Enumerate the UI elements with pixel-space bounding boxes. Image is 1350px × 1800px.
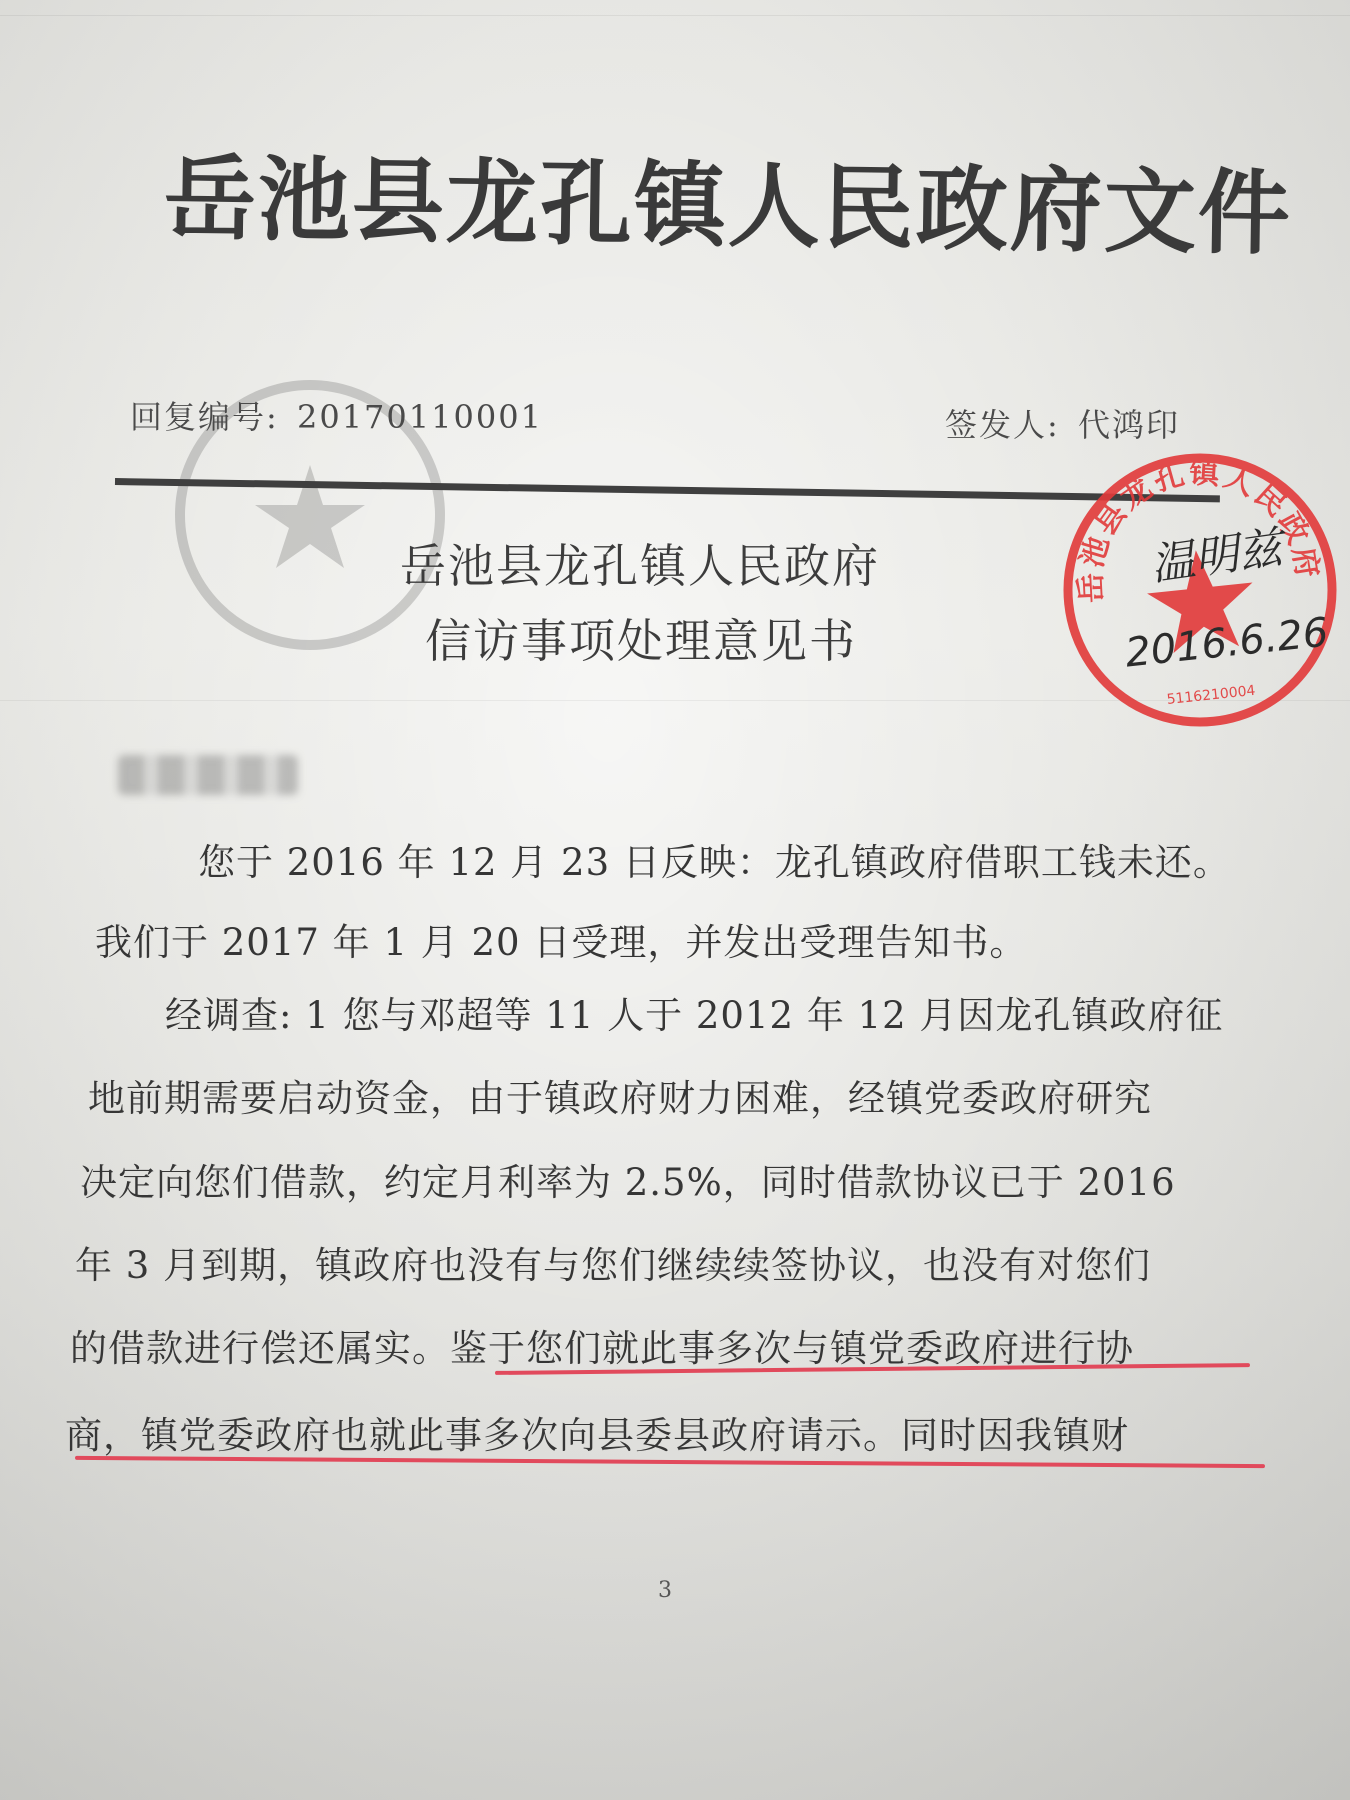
document-title-line-1: 岳池县龙孔镇人民政府 bbox=[400, 539, 880, 593]
seal-code: 5116210004 bbox=[1165, 682, 1257, 709]
body-line-6: 年 3 月到期，镇政府也没有与您们继续续签协议，也没有对您们 bbox=[75, 1244, 1152, 1287]
reply-number bbox=[130, 392, 543, 438]
issuer-label: 签发人: bbox=[945, 406, 1060, 444]
document-header-title: 岳池县龙孔镇人民政府文件 bbox=[163, 144, 1293, 268]
body-line-7: 的借款进行偿还属实。鉴于您们就此事多次与镇党委政府进行协 bbox=[70, 1327, 1134, 1370]
seal-text: 岳池县龙孔镇人民政府 bbox=[1073, 455, 1326, 604]
body-line-4: 地前期需要启动资金，由于镇政府财力困难，经镇党委政府研究 bbox=[88, 1077, 1152, 1120]
paper-fold-line bbox=[0, 15, 1350, 16]
document-title-line-2: 信访事项处理意见书 bbox=[425, 614, 857, 668]
official-red-seal bbox=[1041, 431, 1350, 750]
handwritten-date: 2016.6.26 bbox=[1123, 609, 1331, 677]
handwritten-note: 温明兹 bbox=[1147, 522, 1286, 591]
body-line-1: 您于 2016 年 12 月 23 日反映：龙孔镇政府借职工钱未还。 bbox=[198, 841, 1231, 884]
reply-number-value: 20170110001 bbox=[296, 398, 543, 436]
issuer bbox=[945, 400, 1180, 446]
body-line-8: 商，镇党委政府也就此事多次向县委县政府请示。同时因我镇财 bbox=[65, 1414, 1129, 1457]
reply-number-label: 回复编号: bbox=[130, 398, 279, 436]
body-line-5: 决定向您们借款，约定月利率为 2.5%，同时借款协议已于 2016 bbox=[80, 1161, 1176, 1204]
body-line-3: 经调查: 1 您与邓超等 11 人于 2012 年 12 月因龙孔镇政府征 bbox=[165, 994, 1224, 1037]
page-number: 3 bbox=[658, 1578, 672, 1603]
issuer-name: 代鸿印 bbox=[1077, 406, 1180, 444]
redacted-recipient bbox=[118, 755, 298, 795]
body-line-2: 我们于 2017 年 1 月 20 日受理，并发出受理告知书。 bbox=[95, 921, 1028, 964]
